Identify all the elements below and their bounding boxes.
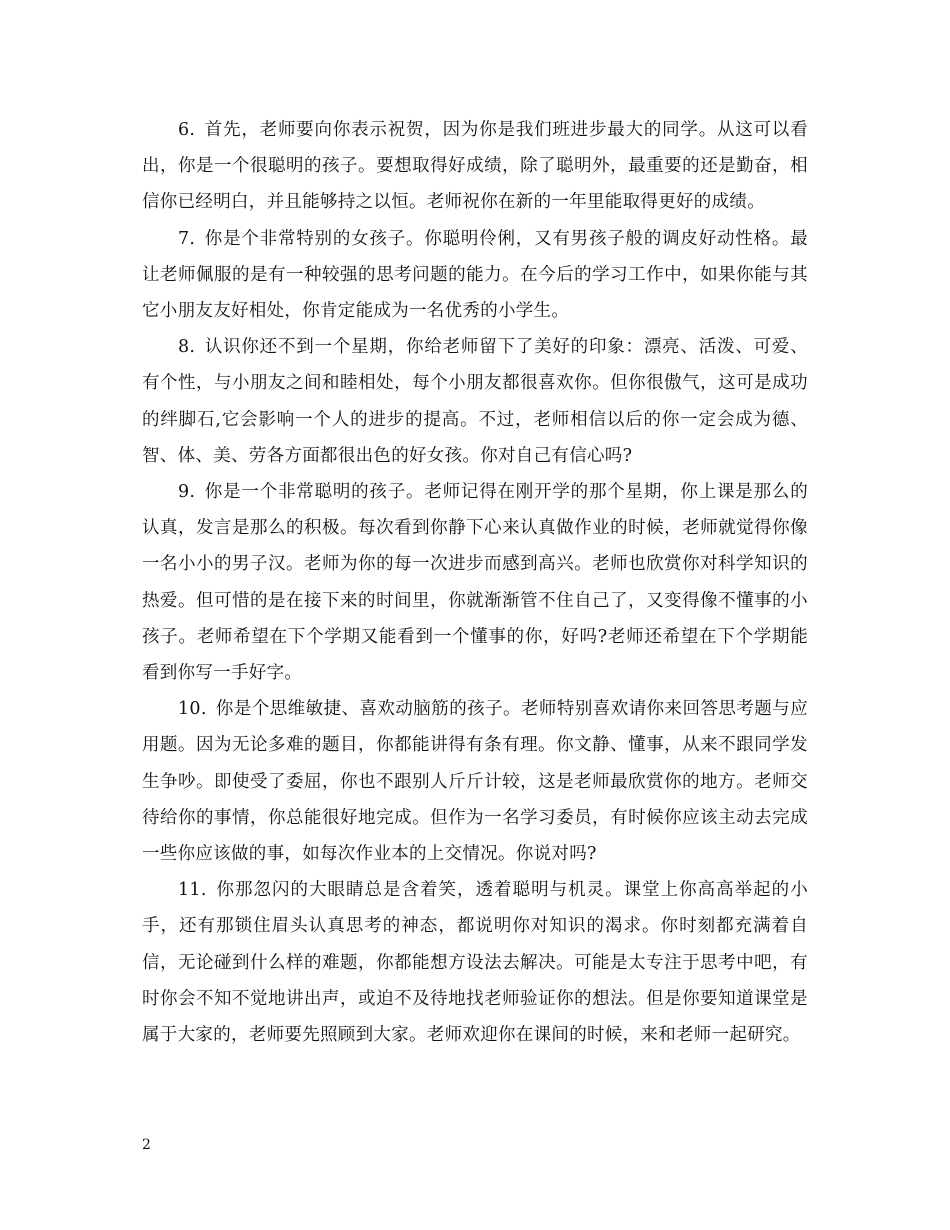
paragraph-text: 你那忽闪的大眼睛总是含着笑，透着聪明与机灵。课堂上你高高举起的小手，还有那锁住眉头认真思考的神态，都说明你对知识的渴求。你时刻都充满着自信，无论碰到什么样的难题，你都能想方设法去解决。可能是太专注于思考中吧，有时你会不知不觉地讲出声，或迫不及待地找老师验证你的想法。但是你要知道课堂是属于大家的，老师要先照顾到大家。老师欢迎你在课间的时候，来和老师一起研究。 (142, 880, 808, 1046)
paragraph-number: 9. (178, 482, 196, 503)
paragraph-number: 8. (178, 337, 196, 358)
paragraph-number: 6. (178, 120, 196, 140)
page-number: 2 (142, 1137, 151, 1153)
paragraph-text: 认识你还不到一个星期，你给老师留下了美好的印象：漂亮、活泼、可爱、有个性，与小朋友之间和睦相处，每个小朋友都很喜欢你。但你很傲气，这可是成功的绊脚石,它会影响一个人的进步的提高。不过，老师相信以后的你一定会成为德、智、体、美、劳各方面都很出色的好女孩。你对自己有信心吗? (142, 337, 808, 466)
paragraph-11 (142, 872, 808, 1053)
paragraph-9 (142, 474, 808, 691)
paragraph-7 (142, 221, 808, 330)
paragraph-10 (142, 691, 808, 872)
paragraph-8 (142, 329, 808, 474)
paragraph-6 (142, 112, 808, 221)
paragraph-text: 你是个非常特别的女孩子。你聪明伶俐，又有男孩子般的调皮好动性格。最让老师佩服的是有一种较强的思考问题的能力。在今后的学习工作中，如果你能与其它小朋友友好相处，你肯定能成为一名优秀的小学生。 (142, 228, 808, 322)
page-content (142, 112, 808, 1053)
paragraph-number: 7. (178, 228, 196, 249)
paragraph-number: 10. (178, 699, 207, 720)
paragraph-text: 首先，老师要向你表示祝贺，因为你是我们班进步最大的同学。从这可以看出，你是一个很聪明的孩子。要想取得好成绩，除了聪明外，最重要的还是勤奋，相信你已经明白，并且能够持之以恒。老师祝你在新的一年里能取得更好的成绩。 (142, 120, 808, 213)
paragraph-text: 你是个思维敏捷、喜欢动脑筋的孩子。老师特别喜欢请你来回答思考题与应用题。因为无论多难的题目，你都能讲得有条有理。你文静、懂事，从来不跟同学发生争吵。即使受了委屈，你也不跟别人斤斤计较，这是老师最欣赏你的地方。老师交待给你的事情，你总能很好地完成。但作为一名学习委员，有时候你应该主动去完成一些你应该做的事，如每次作业本的上交情况。你说对吗? (142, 699, 808, 865)
paragraph-number: 11. (178, 880, 207, 901)
paragraph-text: 你是一个非常聪明的孩子。老师记得在刚开学的那个星期，你上课是那么的认真，发言是那么的积极。每次看到你静下心来认真做作业的时候，老师就觉得你像一名小小的男子汉。老师为你的每一次进步而感到高兴。老师也欣赏你对科学知识的热爱。但可惜的是在接下来的时间里，你就渐渐管不住自己了，又变得像不懂事的小孩子。老师希望在下个学期又能看到一个懂事的你，好吗?老师还希望在下个学期能看到你写一手好字。 (142, 482, 808, 684)
